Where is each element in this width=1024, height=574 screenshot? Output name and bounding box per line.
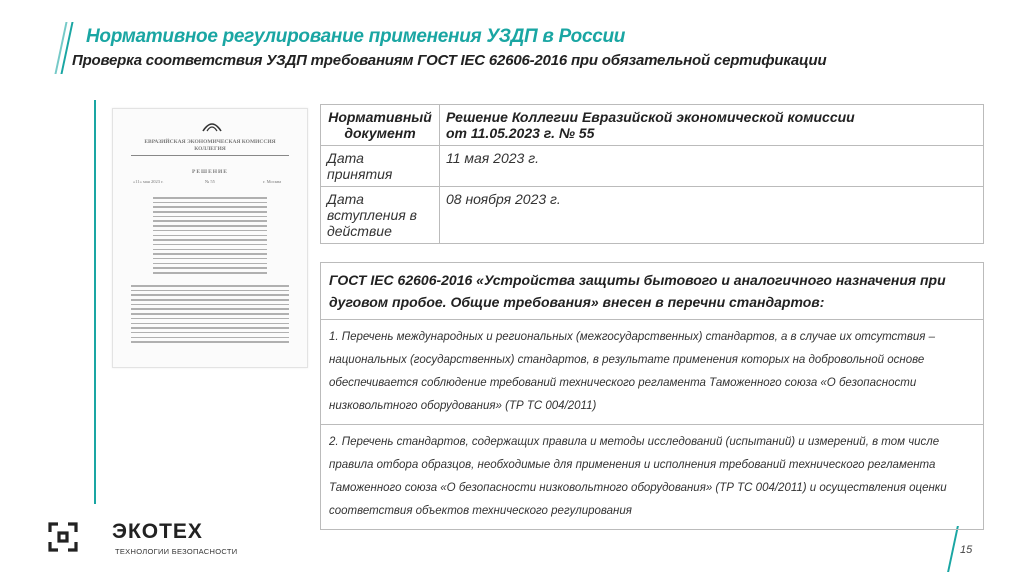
decision-document-image: [112, 108, 308, 368]
header-value-cell: [440, 105, 984, 146]
adoption-date-label: Дата принятия: [321, 146, 440, 187]
table-row: [321, 146, 984, 187]
eec-emblem-icon: [201, 119, 223, 133]
page-subtitle: Проверка соответствия УЗДП требованиям ГОСТ IEC 62606-2016 при обязательной сертификации: [72, 52, 827, 69]
table-row: [321, 320, 984, 425]
effective-date-label: Дата вступления в действие: [321, 187, 440, 244]
effective-date-value: 08 ноября 2023 г.: [440, 187, 984, 244]
page-number: 15: [960, 544, 973, 556]
logo-tagline: ТЕХНОЛОГИИ БЕЗОПАСНОСТИ: [115, 547, 238, 556]
header-value-line2: от 11.05.2023 г. № 55: [446, 125, 595, 141]
table-row: [321, 105, 984, 146]
logo-wordmark: ЭКОТЕХ: [112, 520, 203, 543]
doc-paragraph-body: [131, 285, 289, 346]
accent-slash-bottom: [947, 526, 959, 572]
header-label-cell: Нормативный документ: [321, 105, 440, 146]
header-value-line1: Решение Коллегии Евразийской экономической комиссии: [446, 109, 855, 125]
doc-org-line2: КОЛЛЕГИЯ: [194, 146, 226, 152]
document-info-table: [320, 104, 984, 244]
doc-number: № 55: [205, 179, 215, 184]
table-row: [321, 263, 984, 320]
table-row: [321, 425, 984, 530]
ekotech-logo-icon: [48, 522, 78, 552]
doc-paragraph-title: [153, 197, 267, 277]
gost-lists-table: [320, 262, 984, 530]
gost-list-item-1: 1. Перечень международных и региональных (межгосударственных) стандартов, а в случае их отсутствия – национальных (государственных) стандартов, в результате применения которых на добровольной основе обеспечивается соблюдение требований технического регламента Таможенного союза «О безопасности низковольтного оборудования» (ТР ТС 004/2011): [321, 320, 984, 425]
page-title: Нормативное регулирование применения УЗДП в России: [86, 26, 626, 47]
doc-heading: РЕШЕНИЕ: [192, 169, 228, 175]
gost-heading: ГОСТ IEC 62606-2016 «Устройства защиты бытового и аналогичного назначения при дуговом пробое. Общие требования» внесен в перечни стандартов:: [321, 263, 984, 320]
gost-list-item-2: 2. Перечень стандартов, содержащих правила и методы исследований (испытаний) и измерений, в том числе правила отбора образцов, необходимые для применения и исполнения требований технического регламента Таможенного союза «О безопасности низковольтного оборудования» (ТР ТС 004/2011) и осуществления оценки соответствия объектов технического регулирования: [321, 425, 984, 530]
vertical-divider: [94, 100, 96, 504]
adoption-date-value: 11 мая 2023 г.: [440, 146, 984, 187]
doc-rule: [131, 155, 289, 156]
doc-org-line1: ЕВРАЗИЙСКАЯ ЭКОНОМИЧЕСКАЯ КОМИССИЯ: [144, 139, 276, 145]
doc-date: «11» мая 2023 г.: [133, 179, 164, 184]
doc-city: г. Москва: [263, 179, 282, 184]
table-row: [321, 187, 984, 244]
